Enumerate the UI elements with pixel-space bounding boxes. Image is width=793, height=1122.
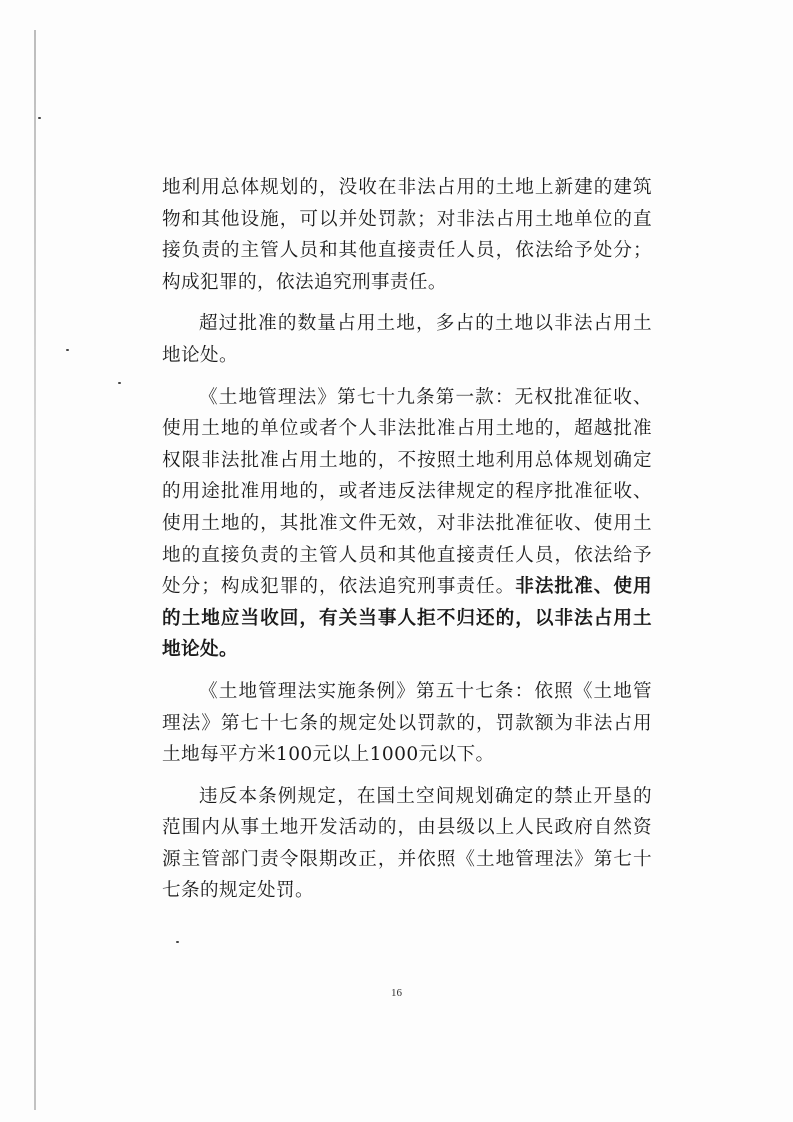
scan-speck — [118, 382, 121, 384]
scan-edge-line — [34, 30, 36, 1110]
page-number: 16 — [391, 987, 402, 999]
document-body — [162, 172, 652, 917]
paragraph-continuation: 地利用总体规划的，没收在非法占用的土地上新建的建筑物和其他设施，可以并处罚款；对非法占用土地单位的直接负责的主管人员和其他直接责任人员，依法给予处分；构成犯罪的，依法追究刑事责任。 — [162, 177, 652, 293]
article-79-text: 《土地管理法》第七十九条第一款：无权批准征收、使用土地的单位或者个人非法批准占用土地的，超越批准权限非法批准占用土地的，不按照土地利用总体规划确定的用途批准用地的，或者违反法律规定的程序批准征收、使用土地的，其批准文件无效，对非法批准征收、使用土地的直接负责的主管人员和其他直接责任人员，依法给予处分；构成犯罪的，依法追究刑事责任。 — [162, 386, 652, 598]
scan-speck — [176, 941, 179, 943]
scan-speck — [66, 349, 69, 351]
scan-speck — [38, 117, 41, 119]
paragraph-prohibited-reclamation: 违反本条例规定，在国土空间规划确定的禁止开垦的范围内从事土地开发活动的，由县级以上人民政府自然资源主管部门责令限期改正，并依照《土地管理法》第七十七条的规定处罚。 — [162, 785, 652, 902]
article-79-emphasis: 非法批准、使用的土地应当收回，有关当事人拒不归还的，以非法占用土地论处。 — [162, 576, 652, 661]
paragraph-excess-occupation: 超过批准的数量占用土地，多占的土地以非法占用土地论处。 — [162, 313, 652, 366]
paragraph-regulation-57: 《土地管理法实施条例》第五十七条：依照《土地管理法》第七十七条的规定处以罚款的，罚款额为非法占用土地每平方米100元以上1000元以下。 — [162, 680, 652, 766]
paragraph-article-79 — [162, 382, 652, 666]
